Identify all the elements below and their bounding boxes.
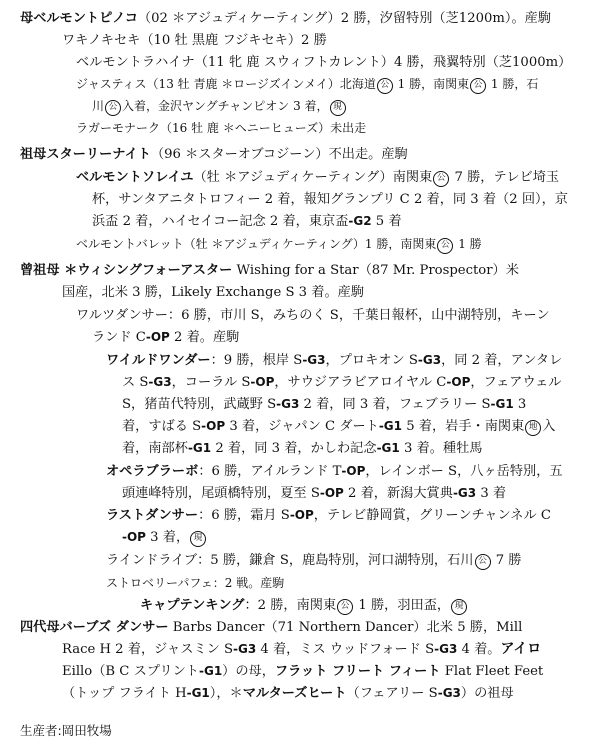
fourth-line2 bbox=[62, 639, 541, 661]
grade-label: -OP bbox=[250, 375, 275, 389]
rhine-text-b: 7 勝 bbox=[491, 553, 522, 568]
public-badge: 公 bbox=[475, 554, 491, 570]
mother-line bbox=[20, 8, 551, 30]
grade-label: -G3 bbox=[437, 686, 461, 700]
wild-t3a: S，猪苗代特別，武蔵野 S bbox=[122, 397, 277, 412]
wild-line2 bbox=[122, 372, 562, 394]
child3-text-b: 1 勝，南関東 bbox=[393, 77, 470, 91]
fourth-label: 四代母バーブズ ダンサー bbox=[20, 620, 169, 635]
opera-t2e: 3 着 bbox=[476, 486, 507, 501]
grandmother-son-line1 bbox=[76, 167, 559, 189]
grade-label: -G3 bbox=[452, 486, 477, 500]
wild-line1 bbox=[106, 350, 562, 372]
grandmother-label: 祖母 bbox=[20, 147, 47, 162]
wild-line3 bbox=[122, 394, 526, 416]
wild-line4 bbox=[122, 416, 555, 438]
mother-child-3-cont bbox=[92, 96, 347, 118]
grade-label: -OP bbox=[446, 375, 471, 389]
current-badge: 現 bbox=[451, 599, 467, 615]
ggm-info-b: 国産，北米 3 勝，Likely Exchange S 3 着。産駒 bbox=[62, 285, 365, 300]
fourth-t2e: 4 着。 bbox=[457, 642, 501, 657]
last-t1: ：6 勝，霜月 S bbox=[198, 508, 290, 523]
grade-label: -G3 bbox=[148, 375, 172, 389]
grade-label: -G3 bbox=[276, 397, 300, 411]
public-badge: 公 bbox=[337, 599, 353, 615]
fourth-t3d: Flat Fleet Feet bbox=[440, 664, 544, 679]
last-line1 bbox=[106, 505, 551, 527]
wild-t4f: 入 bbox=[542, 419, 556, 434]
grade-label: -OP bbox=[319, 486, 344, 500]
grade-label: -G1 bbox=[378, 419, 403, 433]
grade-label: -G1 bbox=[490, 397, 514, 411]
fourth-info-a: Barbs Dancer（71 Northern Dancer）北米 5 勝，Mill bbox=[168, 620, 523, 635]
wild-t2c: ，コーラル S bbox=[171, 375, 251, 390]
wild-t1: ：9 勝，根岸 S bbox=[210, 353, 303, 368]
mother-name: ベルモントピノコ bbox=[33, 11, 138, 26]
mother-child-4: ラガーモナーク（16 牡 鹿 ＊ヘニーヒューズ）未出走 bbox=[76, 121, 367, 135]
flat-fleet-feet-name: フラット フリート フィート bbox=[274, 664, 441, 679]
fourth-t3a: Eillo（B C スプリント bbox=[62, 664, 199, 679]
great-grandmother-line bbox=[20, 260, 519, 282]
grandmother-other bbox=[76, 234, 482, 256]
grandmother-son-line3 bbox=[92, 211, 402, 233]
public-badge: 公 bbox=[470, 78, 486, 94]
breeder: 生産者:岡田牧場 bbox=[20, 723, 112, 738]
grade-label: -G1 bbox=[376, 441, 400, 455]
grade-label: -G3 bbox=[417, 353, 442, 367]
public-badge: 公 bbox=[437, 238, 453, 254]
strawberry-line: ストロベリーパフェ：2 戦。産駒 bbox=[106, 576, 285, 590]
fourth-t2c: 4 着，ミス ウッドフォード S bbox=[256, 642, 435, 657]
grandmother-info: （96 ＊スターオブコジーン）不出走。産駒 bbox=[150, 147, 408, 162]
fourth-t4d: （フェアリー S bbox=[346, 686, 438, 701]
grade-label: -G3 bbox=[233, 642, 257, 656]
maltas-heat-name: マルターズヒート bbox=[242, 686, 347, 701]
son3-text-c: 5 着 bbox=[371, 214, 402, 229]
fourth-t4c: ），＊ bbox=[209, 686, 243, 701]
child3-text-a: ジャスティス（13 牡 青鹿 ＊ロージズインメイ）北海道 bbox=[76, 77, 376, 91]
other-text-b: 1 勝 bbox=[454, 237, 482, 251]
opera-t2a: 頭連峰特別，尾頭橋特別，夏至 S bbox=[122, 486, 320, 501]
wild-t3e: 3 bbox=[513, 397, 527, 412]
wild-t3c: 2 着，同 3 着，フェブラリー S bbox=[299, 397, 491, 412]
opera-t1a: ：6 勝，アイルランド T bbox=[198, 464, 342, 479]
rhine-line bbox=[106, 550, 521, 572]
grandmother-son-line2: 杯，サンタアニタトロフィー 2 着，報知グランプリ C 2 着，同 3 着（2 回），京 bbox=[92, 192, 568, 207]
wild-t4c: 3 着，ジャパン C ダート bbox=[225, 419, 379, 434]
last-line2 bbox=[122, 527, 207, 549]
mother-info: （02 ＊アジュディケーティング）2 勝，汐留特別（芝1200m）。産駒 bbox=[137, 11, 552, 26]
last-t1c: ，テレビ静岡賞，グリーンチャンネル C bbox=[313, 508, 551, 523]
fourth-line1 bbox=[20, 617, 522, 639]
wild-wonder-name: ワイルドワンダー bbox=[106, 353, 211, 368]
wild-t1c: ，プロキオン S bbox=[325, 353, 418, 368]
fourth-line4 bbox=[62, 683, 514, 705]
grade-label: -G1 bbox=[187, 441, 212, 455]
grade-label: -G1 bbox=[198, 664, 223, 678]
grade-label: -OP bbox=[201, 419, 226, 433]
waltz-text-d: 2 着。産駒 bbox=[169, 330, 240, 345]
wild-t5a: 着，南部杯 bbox=[122, 441, 188, 456]
ggm-info-a: Wishing for a Star（87 Mr. Prospector）米 bbox=[232, 263, 519, 278]
public-badge: 公 bbox=[105, 100, 121, 116]
aero-name: アイロ bbox=[500, 641, 542, 657]
opera-bravo-name: オペラブラーボ bbox=[106, 464, 199, 479]
wild-t4e: 5 着，岩手・南関東 bbox=[402, 419, 525, 434]
mother-child-1: ワキノキセキ（10 牡 黒鹿 フジキセキ）2 勝 bbox=[62, 33, 327, 48]
mother-child-2: ベルモントラハイナ（11 牝 鹿 スウィフトカレント）4 勝，飛翼特別（芝1000m） bbox=[76, 55, 572, 70]
child3-text-e: 入着，金沢ヤングチャンピオン 3 着， bbox=[122, 99, 329, 113]
wild-t1e: ，同 2 着，アンタレ bbox=[441, 353, 563, 368]
grade-label: -OP bbox=[145, 330, 170, 344]
grade-label: -G3 bbox=[302, 353, 326, 367]
captain-t-a: ：2 勝，南関東 bbox=[244, 598, 337, 613]
public-badge: 公 bbox=[377, 78, 393, 94]
public-badge: 公 bbox=[433, 171, 449, 187]
fourth-t2a: Race H 2 着，ジャスミン S bbox=[62, 642, 234, 657]
son3-text-a: 浜盃 2 着，ハイセイコー記念 2 着，東京盃 bbox=[92, 214, 349, 229]
local-badge: 地 bbox=[525, 420, 541, 436]
ggm-label: 曾祖母 ＊ bbox=[20, 263, 78, 278]
current-badge: 現 bbox=[330, 100, 346, 116]
child3-text-c: 1 勝，石 bbox=[487, 77, 539, 91]
wild-t5e: 3 着。種牡馬 bbox=[399, 441, 483, 456]
wild-t2g: ，フェアウェル bbox=[470, 375, 562, 390]
grade-label: -G3 bbox=[434, 642, 458, 656]
son-text-a: （牡 ＊アジュディケーティング）南関東 bbox=[193, 170, 433, 185]
waltz-text-b: ランド C bbox=[92, 330, 146, 345]
fourth-t4a: （トップ フライト H bbox=[62, 686, 187, 701]
opera-line1 bbox=[106, 461, 563, 483]
child3-text-d: 川 bbox=[92, 99, 105, 113]
grade-label: -G2 bbox=[348, 214, 372, 228]
mother-label: 母 bbox=[20, 11, 34, 26]
grade-label: -G1 bbox=[186, 686, 210, 700]
rhine-text: ラインドライブ：5 勝，鎌倉 S，鹿島特別，河口湖特別，石川 bbox=[106, 553, 474, 568]
captain-line bbox=[140, 595, 468, 617]
grandmother-line bbox=[20, 144, 408, 166]
opera-t1c: ，レインボー S，八ヶ岳特別，五 bbox=[365, 464, 563, 479]
last-t2b: 3 着， bbox=[145, 530, 190, 545]
opera-line2 bbox=[122, 483, 506, 505]
fourth-t4f: ）の祖母 bbox=[460, 686, 514, 701]
wild-t2a: ス S bbox=[122, 375, 149, 390]
wild-t4a: 着，すばる S bbox=[122, 419, 202, 434]
mother-child-3 bbox=[76, 74, 538, 96]
other-text-a: ベルモントバレット（牡 ＊アジュディケーティング）1 勝，南関東 bbox=[76, 237, 437, 251]
last-dancer-name: ラストダンサー bbox=[106, 508, 199, 523]
captain-king-name: キャプテンキング bbox=[140, 598, 245, 613]
opera-t2c: 2 着，新潟大賞典 bbox=[343, 486, 453, 501]
wild-line5 bbox=[122, 438, 482, 460]
waltz-line2 bbox=[92, 327, 239, 349]
fourth-t3c: ）の母， bbox=[222, 664, 275, 679]
wild-t5c: 2 着，同 3 着，かしわ記念 bbox=[211, 441, 377, 456]
fourth-line3 bbox=[62, 661, 543, 683]
grade-label: -OP bbox=[341, 464, 366, 478]
captain-t-b: 1 勝，羽田盃， bbox=[354, 598, 451, 613]
grandmother-name: スターリーナイト bbox=[46, 147, 151, 162]
belmont-soleil-name: ベルモントソレイユ bbox=[76, 170, 194, 185]
grade-label: -OP bbox=[289, 508, 314, 522]
son-text-b: 7 勝，テレビ埼玉 bbox=[450, 170, 560, 185]
wild-t2e: ，サウジアラビアロイヤル C bbox=[274, 375, 447, 390]
grade-label: -OP bbox=[122, 530, 146, 544]
ggm-name: ウィシングフォーアスター bbox=[77, 263, 233, 278]
current-badge: 現 bbox=[190, 531, 206, 547]
waltz-line1: ワルツダンサー：6 勝，市川 S，みちのく S，千葉日報杯，山中湖特別，キーン bbox=[76, 308, 550, 323]
